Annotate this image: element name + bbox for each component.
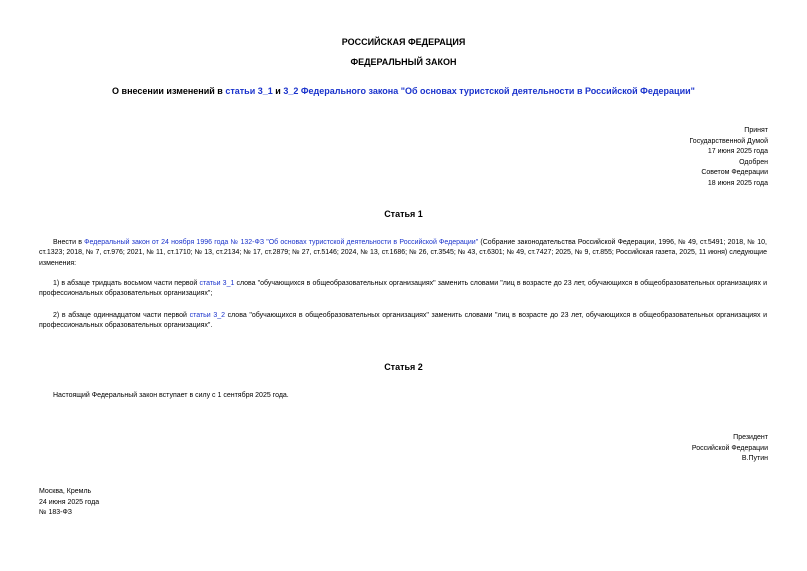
federal-law-link[interactable]: Федеральный закон от 24 ноября 1996 года № 132-ФЗ "Об основах туристской деятельности в Российской Федерации" [84,239,479,246]
law-title-mid: и [272,86,284,96]
adoption-line: Государственной Думой [689,137,768,145]
approval-line: 18 июня 2025 года [707,179,768,187]
article-2-title: Статья 2 [384,362,423,372]
article-1-intro-prefix: Внести в [53,239,85,246]
article-1-intro [39,238,767,269]
article-1-item-2 [39,311,767,332]
article-3-1-link[interactable]: статьи 3_1 [199,280,235,287]
item-2-prefix: 2) в абзаце одиннадцатом части первой [53,312,190,319]
signature-line: Президент [733,434,768,441]
place-date-number-block [39,487,99,519]
signing-date: 24 июня 2025 года [39,498,100,506]
article-3-2-link[interactable]: статьи 3_2 [189,312,226,319]
signature-line: Российской Федерации [691,444,768,452]
approval-line: Одобрен [739,158,768,166]
law-title-link-article-3-2[interactable]: 3_2 Федерального закона "Об основах туристской деятельности в Российской Федерации" [283,86,695,96]
signature-name: В.Путин [741,455,768,462]
approval-line: Советом Федерации [701,169,768,176]
document-type-heading: ФЕДЕРАЛЬНЫЙ ЗАКОН [350,57,457,67]
item-1-suffix: слова "обучающихся в общеобразовательных организациях" заменить словами "лиц в возрасте до 23 лет, обучающихся в общеобразовательных организациях и профессиональных образовательных организациях"; [39,280,767,298]
adoption-line: Принят [744,127,768,134]
item-1-prefix: 1) в абзаце тридцать восьмом части первой [53,280,200,287]
signature-block [568,433,768,465]
article-1-item-1 [39,279,767,300]
law-title [0,86,807,96]
law-number: № 183-ФЗ [39,509,73,516]
article-1-title: Статья 1 [384,209,423,219]
article-1-intro-suffix: (Собрание законодательства Российской Федерации, 1996, № 49, ст.5491; 2018, № 10, ст.1323; 2018, № 7, ст.976; 2021, № 11, ст.1710; № 13, ст.2134; № 17, ст.2879; № 27, ст.5146; 2024, № 13, ст.1686; № 26, ст.3545; № 43, ст.6301; № 49, ст.7427; 2025, № 9, ст.855; Российская газета, 2025, 11 июня) следующие изменения: [39,239,768,267]
item-2-suffix: слова "обучающихся в общеобразовательных организациях" заменить словами "лиц в возрасте до 23 лет, обучающихся в общеобразовательных организациях и профессиональных образовательных организациях". [39,312,767,330]
law-title-prefix: О внесении изменений в [112,86,226,96]
signing-place: Москва, Кремль [39,488,92,495]
adoption-block [568,126,768,189]
law-title-link-article-3-1[interactable]: статьи 3_1 [225,86,273,96]
country-heading: РОССИЙСКАЯ ФЕДЕРАЦИЯ [341,37,466,47]
article-2-text: Настоящий Федеральный закон вступает в силу с 1 сентября 2025 года. [53,392,289,399]
adoption-line: 17 июня 2025 года [707,148,768,155]
